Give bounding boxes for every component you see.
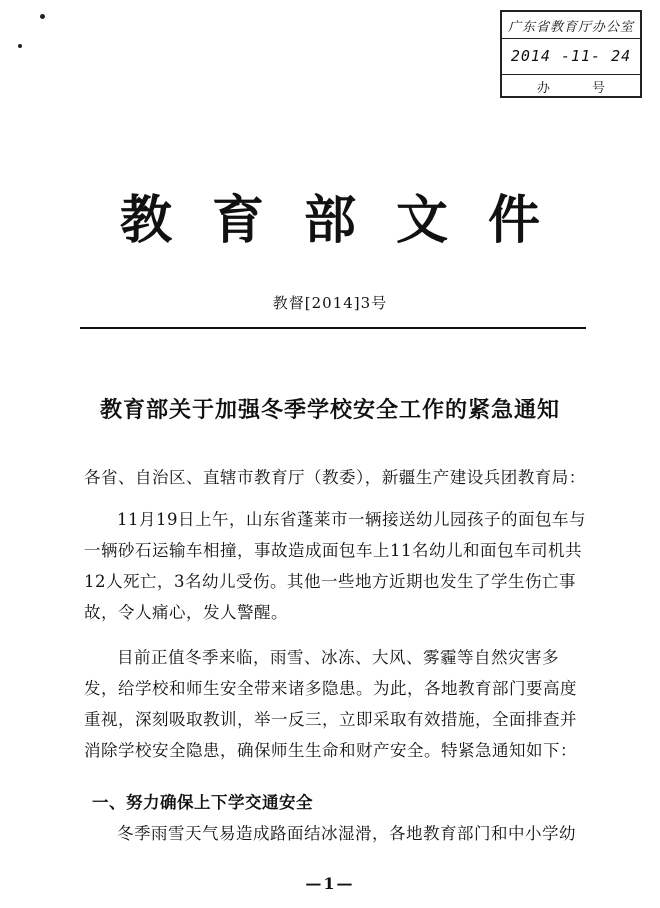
notice-title: 教育部关于加强冬季学校安全工作的紧急通知 xyxy=(99,397,560,423)
scan-speck xyxy=(18,44,22,48)
paragraph-1: 11月19日上午，山东省蓬莱市一辆接送幼儿园孩子的面包车与一辆砂石运输车相撞，事故造成面包车上11名幼儿和面包车司机共12人死亡，3名幼儿受伤。其他一些地方近期也发生了学生伤亡事故，令人痛心，发人警醒。 xyxy=(84,510,586,622)
paragraph-3: 冬季雨雪天气易造成路面结冰湿滑，各地教育部门和中小学幼 xyxy=(117,824,576,843)
stamp-number-row xyxy=(502,74,640,98)
stamp-date: 2014 -11- 24 xyxy=(502,38,640,75)
document-number: 教督[2014]3号 xyxy=(272,294,388,312)
salutation: 各省、自治区、直辖市教育厅（教委），新疆生产建设兵团教育局： xyxy=(84,468,586,487)
header-divider xyxy=(80,327,586,329)
received-stamp xyxy=(500,10,642,98)
section-1-heading: 一、努力确保上下学交通安全 xyxy=(92,793,313,812)
paragraph-2: 目前正值冬季来临，雨雪、冰冻、大风、雾霾等自然灾害多发，给学校和师生安全带来诸多隐患。为此，各地教育部门要高度重视，深刻吸取教训，举一反三，立即采取有效措施，全面排查并消除学校安全隐患，确保师生生命和财产安全。特紧急通知如下： xyxy=(84,648,577,760)
stamp-ban: 办 xyxy=(536,80,550,96)
scan-speck xyxy=(40,14,45,19)
stamp-hao: 号 xyxy=(591,80,605,96)
page-number: —1— xyxy=(305,874,355,893)
document-title: 教育部文件 xyxy=(119,190,580,251)
stamp-office: 广东省教育厅办公室 xyxy=(502,12,640,39)
